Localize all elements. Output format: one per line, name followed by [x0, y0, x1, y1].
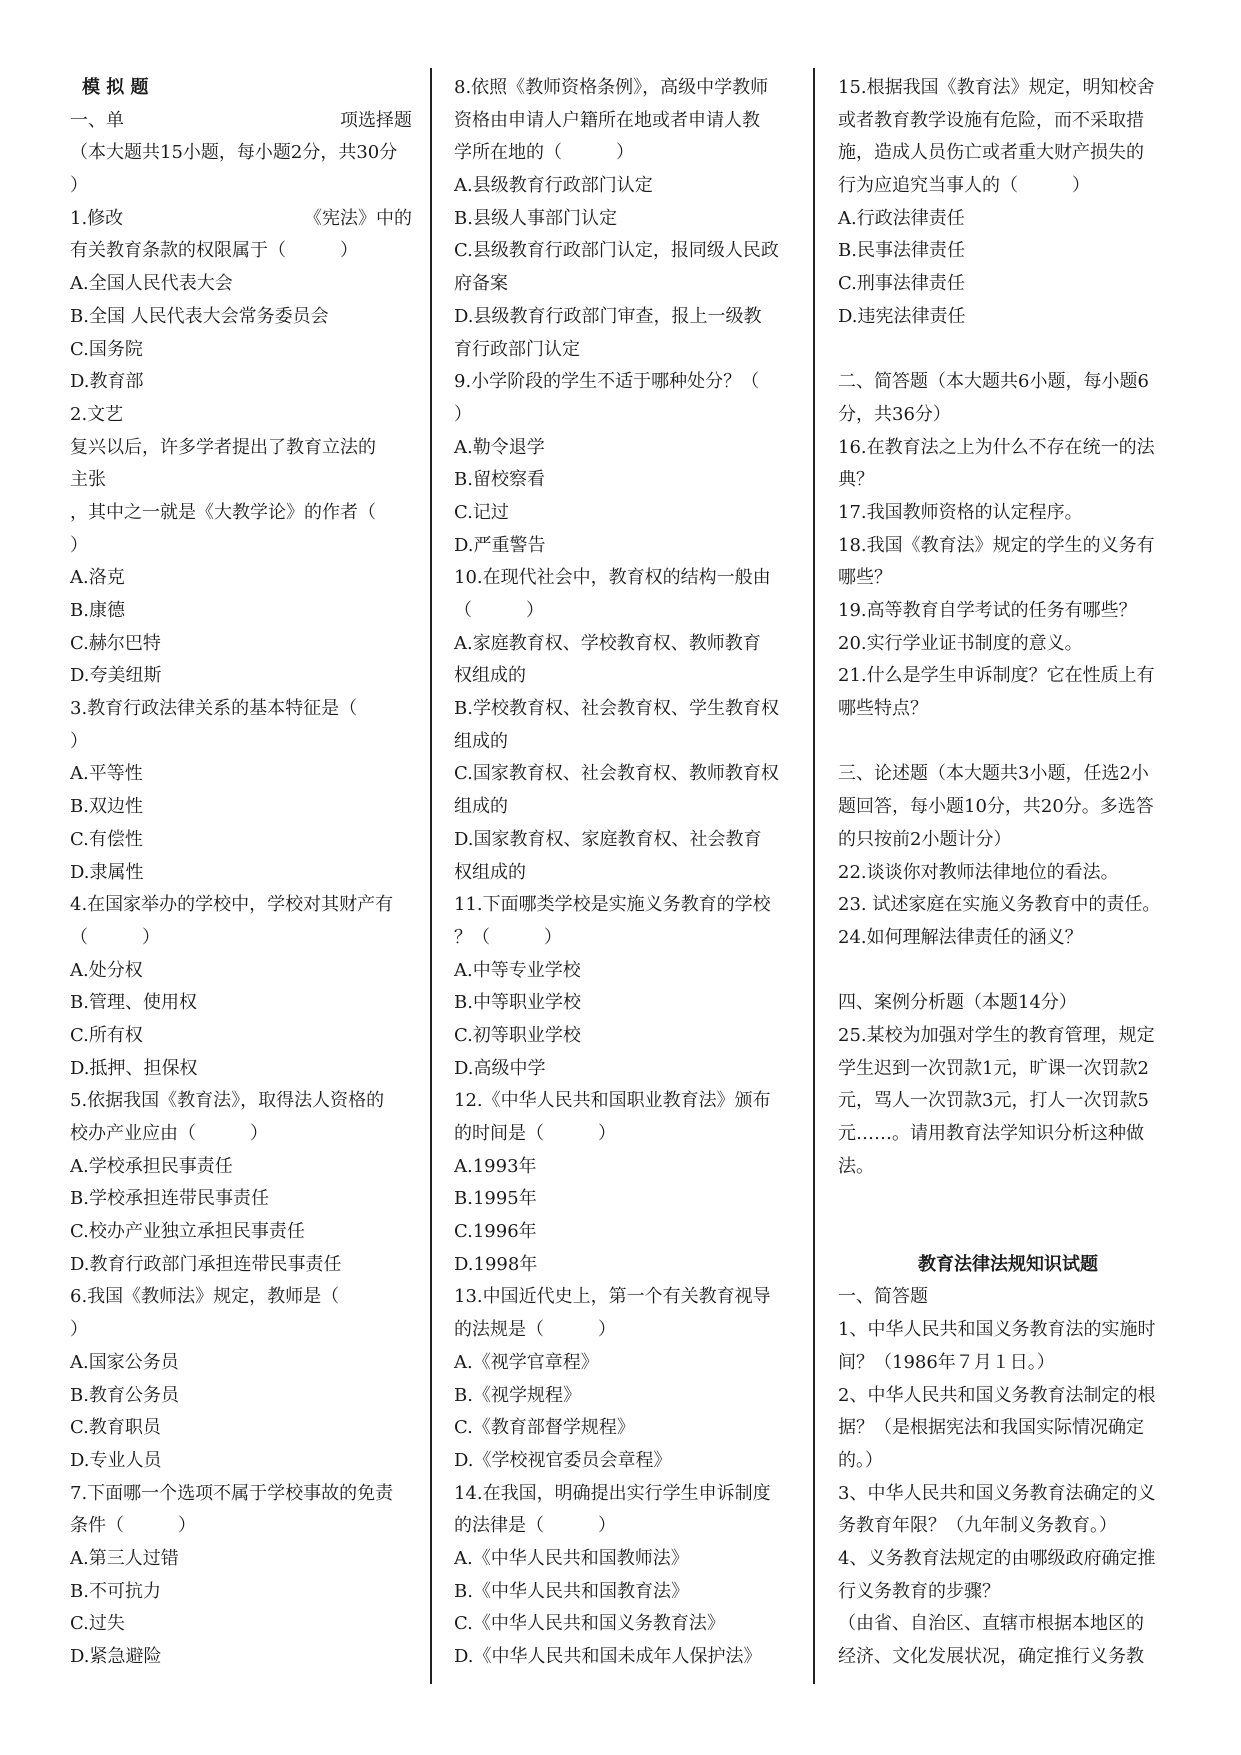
option-line: B.《中华人民共和国教育法》: [454, 1580, 689, 1602]
text-line: 间？（1986年７月１日。）: [838, 1351, 1055, 1373]
option-line: 权组成的: [454, 665, 526, 687]
section-heading-part-right: 项选择题: [340, 109, 412, 131]
text-line: 法。: [838, 1155, 874, 1177]
option-line: B.不可抗力: [70, 1580, 161, 1602]
text-line: 10.在现代社会中，教育权的结构一般由: [454, 567, 771, 589]
option-line: A.1993年: [454, 1155, 537, 1177]
text-line: 复兴以后，许多学者提出了教育立法的: [70, 436, 376, 458]
text-line: 分，共36分）: [838, 403, 951, 425]
option-line: B.全国 人民代表大会常务委员会: [70, 305, 329, 327]
spacer: [838, 726, 1178, 759]
text-line: ）: [70, 1319, 88, 1341]
text-line: 18.我国《教育法》规定的学生的义务有: [838, 534, 1155, 556]
option-line: 组成的: [454, 796, 508, 818]
text-line: 16.在教育法之上为什么不存在统一的法: [838, 436, 1155, 458]
section-heading-part-left: 一、单: [70, 109, 124, 131]
text-line: 1、中华人民共和国义务教育法的实施时: [838, 1319, 1156, 1341]
text-line: 25.某校为加强对学生的教育管理，规定: [838, 1024, 1155, 1046]
text-line: ，其中之一就是《大教学论》的作者（: [70, 501, 376, 523]
column-2: [454, 72, 796, 1674]
option-line: A.第三人过错: [70, 1547, 179, 1569]
option-line: C.教育职员: [70, 1417, 161, 1439]
column-3: [838, 72, 1178, 1674]
text-line: 24.如何理解法律责任的涵义？: [838, 926, 1083, 948]
option-line: A.行政法律责任: [838, 207, 965, 229]
text-line: 行义务教育的步骤？: [838, 1580, 1000, 1602]
option-line: A.全国人民代表大会: [70, 273, 233, 295]
spacer: [838, 1183, 1178, 1216]
text-line: 校办产业应由（ ）: [70, 1123, 268, 1144]
text-line: 的只按前2小题计分）: [838, 828, 1012, 850]
text-line: 的时间是（ ）: [454, 1123, 616, 1144]
option-line: B.教育公务员: [70, 1384, 179, 1406]
option-line: D.隶属性: [70, 861, 144, 883]
text-line: 22.谈谈你对教师法律地位的看法。: [838, 861, 1119, 883]
option-line: D.抵押、担保权: [70, 1057, 198, 1079]
text-line: （本大题共15小题，每小题2分，共30分: [70, 142, 398, 164]
option-line: B.县级人事部门认定: [454, 207, 617, 229]
text-line: 3.教育行政法律关系的基本特征是（: [70, 698, 358, 720]
text-line: ）: [70, 175, 88, 197]
second-document-title: 教育法律法规知识试题: [918, 1253, 1098, 1275]
option-line: D.专业人员: [70, 1449, 162, 1471]
option-line: A.处分权: [70, 959, 143, 981]
column-divider-left: [430, 68, 432, 1684]
option-line: D.紧急避险: [70, 1646, 162, 1667]
option-line: D.县级教育行政部门审查，报上一级教: [454, 305, 762, 327]
text-line: 的。）: [838, 1449, 883, 1471]
text-line: 学生迟到一次罚款1元，旷课一次罚款2: [838, 1057, 1149, 1079]
text-line: 5.依据我国《教育法》，取得法人资格的: [70, 1090, 385, 1112]
column-1: [70, 72, 412, 1674]
question-1-number: 1.修改: [70, 207, 124, 229]
option-line: C.记过: [454, 501, 509, 523]
spacer: [838, 1216, 1178, 1249]
option-line: B.民事法律责任: [838, 240, 965, 262]
text-line: 元……。请用教育法学知识分析这种做: [838, 1123, 1144, 1144]
spacer: [838, 334, 1178, 367]
option-line: D.《中华人民共和国未成年人保护法》: [454, 1646, 762, 1667]
text-line: 13.中国近代史上，第一个有关教育视导: [454, 1286, 771, 1308]
text-line: 21.什么是学生申诉制度？它在性质上有: [838, 665, 1155, 687]
option-line: D.违宪法律责任: [838, 305, 966, 327]
section-heading-essay: 三、论述题（本大题共3小题，任选2小: [838, 763, 1149, 785]
text-line: 据？（是根据宪法和我国实际情况确定: [838, 1417, 1144, 1439]
text-line: 哪些特点？: [838, 698, 928, 720]
text-line: 务教育年限？（九年制义务教育。）: [838, 1515, 1117, 1537]
text-line: 4.在国家举办的学校中，学校对其财产有: [70, 894, 394, 916]
text-line: 12.《中华人民共和国职业教育法》颁布: [454, 1090, 771, 1112]
option-line: A.《中华人民共和国教师法》: [454, 1547, 689, 1569]
option-line: D.严重警告: [454, 534, 546, 556]
option-line: B.中等职业学校: [454, 992, 581, 1014]
text-line: 4、义务教育法规定的由哪级政府确定推: [838, 1547, 1156, 1569]
text-line: 的法规是（ ）: [454, 1319, 616, 1341]
option-line: A.学校承担民事责任: [70, 1155, 233, 1177]
option-line: D.《学校视官委员会章程》: [454, 1449, 672, 1471]
text-line: 2.文艺: [70, 403, 124, 425]
option-line: C.初等职业学校: [454, 1024, 581, 1046]
option-line: B.康德: [70, 600, 125, 621]
text-line: 7.下面哪一个选项不属于学校事故的免责: [70, 1482, 394, 1504]
section-heading-case-analysis: 四、案例分析题（本题14分）: [838, 992, 1077, 1014]
text-line: ）: [70, 534, 88, 556]
option-line: B.双边性: [70, 796, 143, 818]
text-line: ？（ ）: [454, 926, 562, 948]
option-line: C.县级教育行政部门认定，报同级人民政: [454, 240, 779, 262]
text-line: 行为应追究当事人的（ ）: [838, 175, 1090, 197]
option-line: A.《视学官章程》: [454, 1351, 599, 1373]
option-line: A.中等专业学校: [454, 959, 581, 981]
option-line: C.国务院: [70, 338, 143, 360]
text-line: 的法律是（ ）: [454, 1515, 616, 1537]
text-line: 有关教育条款的权限属于（ ）: [70, 240, 358, 262]
option-line: C.《中华人民共和国义务教育法》: [454, 1613, 725, 1635]
text-line: （ ）: [70, 926, 160, 948]
text-line: 2、中华人民共和国义务教育法制定的根: [838, 1384, 1156, 1406]
option-line: A.洛克: [70, 567, 125, 589]
option-line: B.学校承担连带民事责任: [70, 1188, 269, 1210]
text-line: 元，骂人一次罚款3元，打人一次罚款5: [838, 1090, 1149, 1112]
option-line: D.教育部: [70, 371, 144, 393]
text-line: 15.根据我国《教育法》规定，明知校舍: [838, 77, 1155, 98]
option-line: A.勒令退学: [454, 436, 545, 458]
option-line: D.1998年: [454, 1253, 538, 1275]
section-heading-short-answer-2: 一、简答题: [838, 1286, 928, 1308]
text-line: ）: [454, 403, 472, 425]
text-line: 6.我国《教师法》规定，教师是（: [70, 1286, 340, 1308]
option-line: C.1996年: [454, 1221, 537, 1243]
option-line: C.国家教育权、社会教育权、教师教育权: [454, 763, 779, 785]
option-line: A.国家公务员: [70, 1351, 179, 1373]
text-line: 19.高等教育自学考试的任务有哪些？: [838, 600, 1137, 621]
text-line: 8.依照《教师资格条例》，高级中学教师: [454, 77, 769, 98]
text-line: 23. 试述家庭在实施义务教育中的责任。: [838, 894, 1161, 916]
section-heading-single-choice: [70, 105, 412, 138]
option-line: 权组成的: [454, 861, 526, 883]
text-line: 11.下面哪类学校是实施义务教育的学校: [454, 894, 771, 916]
text-line: 资格由申请人户籍所在地或者申请人教: [454, 109, 760, 131]
text-line: 哪些？: [838, 567, 892, 589]
text-line: （ ）: [454, 600, 544, 621]
option-line: D.高级中学: [454, 1057, 546, 1079]
option-line: A.平等性: [70, 763, 143, 785]
text-line: 条件（ ）: [70, 1515, 196, 1537]
option-line: 组成的: [454, 730, 508, 752]
option-line: 府备案: [454, 273, 508, 295]
option-line: C.所有权: [70, 1024, 143, 1046]
option-line: A.县级教育行政部门认定: [454, 175, 653, 197]
text-line: 典？: [838, 469, 874, 491]
option-line: A.家庭教育权、学校教育权、教师教育: [454, 632, 761, 654]
option-line: C.过失: [70, 1613, 125, 1635]
option-line: C.有偿性: [70, 828, 143, 850]
text-line: 9.小学阶段的学生不适于哪种处分？（: [454, 371, 760, 393]
spacer: [838, 955, 1178, 988]
option-line: C.校办产业独立承担民事责任: [70, 1221, 305, 1243]
text-line: 3、中华人民共和国义务教育法确定的义: [838, 1482, 1156, 1504]
text-line: 经济、文化发展状况，确定推行义务教: [838, 1646, 1144, 1667]
question-1-line: [70, 203, 412, 236]
text-line: （由省、自治区、直辖市根据本地区的: [838, 1613, 1144, 1635]
option-line: B.管理、使用权: [70, 992, 197, 1014]
option-line: D.教育行政部门承担连带民事责任: [70, 1253, 342, 1275]
option-line: C.刑事法律责任: [838, 273, 965, 295]
text-line: ）: [70, 730, 88, 752]
option-line: D.夸美纽斯: [70, 665, 162, 687]
option-line: D.国家教育权、家庭教育权、社会教育: [454, 828, 762, 850]
option-line: C.赫尔巴特: [70, 632, 161, 654]
text-line: 14.在我国，明确提出实行学生申诉制度: [454, 1482, 771, 1504]
option-line: B.1995年: [454, 1188, 537, 1210]
section-heading-short-answer: 二、简答题（本大题共6小题，每小题6: [838, 371, 1149, 393]
question-1-text-right: 《宪法》中的: [304, 207, 412, 229]
text-line: 学所在地的（ ）: [454, 142, 634, 164]
column-divider-right: [813, 68, 815, 1684]
option-line: B.《视学规程》: [454, 1384, 581, 1406]
option-line: C.《教育部督学规程》: [454, 1417, 635, 1439]
text-line: 或者教育教学设施有危险，而不采取措: [838, 109, 1144, 131]
option-line: B.留校察看: [454, 469, 545, 491]
option-line: 育行政部门认定: [454, 338, 580, 360]
text-line: 17.我国教师资格的认定程序。: [838, 501, 1083, 523]
document-title: 模 拟 题: [82, 77, 149, 98]
text-line: 主张: [70, 469, 106, 491]
text-line: 施，造成人员伤亡或者重大财产损失的: [838, 142, 1144, 164]
text-line: 20.实行学业证书制度的意义。: [838, 632, 1083, 654]
text-line: 题回答，每小题10分，共20分。多选答: [838, 796, 1154, 818]
option-line: B.学校教育权、社会教育权、学生教育权: [454, 698, 779, 720]
